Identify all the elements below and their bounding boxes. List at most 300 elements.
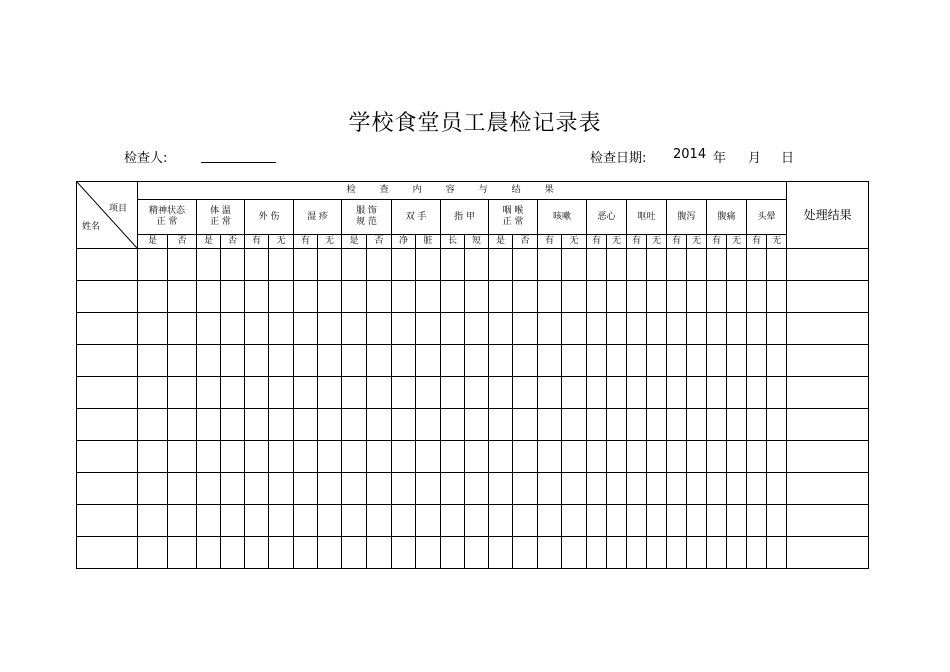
check-cell[interactable]: [767, 505, 787, 537]
check-cell[interactable]: [138, 473, 168, 505]
check-cell[interactable]: [245, 537, 269, 569]
check-cell[interactable]: [538, 249, 562, 281]
check-cell[interactable]: [221, 249, 245, 281]
check-cell[interactable]: [489, 249, 513, 281]
check-cell[interactable]: [367, 377, 392, 409]
check-cell[interactable]: [392, 473, 416, 505]
check-cell[interactable]: [138, 537, 168, 569]
check-cell[interactable]: [221, 345, 245, 377]
check-cell[interactable]: [465, 249, 489, 281]
check-cell[interactable]: [367, 409, 392, 441]
check-cell[interactable]: [138, 345, 168, 377]
check-cell[interactable]: [245, 345, 269, 377]
name-cell[interactable]: [77, 441, 138, 473]
check-cell[interactable]: [342, 377, 367, 409]
name-cell[interactable]: [77, 377, 138, 409]
check-cell[interactable]: [747, 249, 767, 281]
check-cell[interactable]: [318, 505, 342, 537]
check-cell[interactable]: [647, 345, 667, 377]
check-cell[interactable]: [562, 249, 587, 281]
check-cell[interactable]: [767, 409, 787, 441]
check-cell[interactable]: [767, 249, 787, 281]
result-cell[interactable]: [787, 313, 869, 345]
check-cell[interactable]: [707, 441, 727, 473]
name-cell[interactable]: [77, 505, 138, 537]
check-cell[interactable]: [197, 281, 221, 313]
check-cell[interactable]: [367, 505, 392, 537]
check-cell[interactable]: [707, 249, 727, 281]
check-cell[interactable]: [416, 409, 441, 441]
check-cell[interactable]: [587, 473, 607, 505]
check-cell[interactable]: [607, 249, 627, 281]
check-cell[interactable]: [269, 313, 294, 345]
check-cell[interactable]: [667, 281, 687, 313]
check-cell[interactable]: [367, 281, 392, 313]
check-cell[interactable]: [318, 281, 342, 313]
name-cell[interactable]: [77, 473, 138, 505]
check-cell[interactable]: [269, 537, 294, 569]
check-cell[interactable]: [562, 377, 587, 409]
check-cell[interactable]: [647, 441, 667, 473]
check-cell[interactable]: [168, 537, 197, 569]
check-cell[interactable]: [707, 537, 727, 569]
check-cell[interactable]: [727, 377, 747, 409]
check-cell[interactable]: [197, 249, 221, 281]
check-cell[interactable]: [747, 345, 767, 377]
check-cell[interactable]: [747, 441, 767, 473]
check-cell[interactable]: [318, 377, 342, 409]
result-cell[interactable]: [787, 249, 869, 281]
check-cell[interactable]: [489, 441, 513, 473]
check-cell[interactable]: [221, 313, 245, 345]
check-cell[interactable]: [687, 345, 707, 377]
check-cell[interactable]: [687, 505, 707, 537]
check-cell[interactable]: [587, 505, 607, 537]
check-cell[interactable]: [489, 377, 513, 409]
check-cell[interactable]: [727, 537, 747, 569]
check-cell[interactable]: [465, 345, 489, 377]
check-cell[interactable]: [767, 281, 787, 313]
check-cell[interactable]: [416, 249, 441, 281]
check-cell[interactable]: [627, 249, 647, 281]
check-cell[interactable]: [562, 537, 587, 569]
check-cell[interactable]: [168, 377, 197, 409]
check-cell[interactable]: [607, 281, 627, 313]
check-cell[interactable]: [538, 377, 562, 409]
check-cell[interactable]: [441, 473, 465, 505]
check-cell[interactable]: [667, 313, 687, 345]
check-cell[interactable]: [767, 313, 787, 345]
check-cell[interactable]: [587, 537, 607, 569]
check-cell[interactable]: [538, 441, 562, 473]
check-cell[interactable]: [221, 409, 245, 441]
check-cell[interactable]: [747, 409, 767, 441]
check-cell[interactable]: [342, 537, 367, 569]
check-cell[interactable]: [465, 281, 489, 313]
name-cell[interactable]: [77, 249, 138, 281]
check-cell[interactable]: [367, 473, 392, 505]
check-cell[interactable]: [513, 537, 538, 569]
check-cell[interactable]: [294, 441, 318, 473]
check-cell[interactable]: [168, 281, 197, 313]
check-cell[interactable]: [342, 281, 367, 313]
result-cell[interactable]: [787, 441, 869, 473]
check-cell[interactable]: [416, 505, 441, 537]
check-cell[interactable]: [441, 313, 465, 345]
check-cell[interactable]: [441, 537, 465, 569]
check-cell[interactable]: [627, 281, 647, 313]
check-cell[interactable]: [538, 537, 562, 569]
check-cell[interactable]: [489, 537, 513, 569]
check-cell[interactable]: [294, 249, 318, 281]
check-cell[interactable]: [747, 313, 767, 345]
check-cell[interactable]: [607, 345, 627, 377]
check-cell[interactable]: [441, 345, 465, 377]
check-cell[interactable]: [727, 249, 747, 281]
check-cell[interactable]: [269, 345, 294, 377]
check-cell[interactable]: [342, 409, 367, 441]
check-cell[interactable]: [465, 537, 489, 569]
check-cell[interactable]: [245, 505, 269, 537]
check-cell[interactable]: [667, 249, 687, 281]
name-cell[interactable]: [77, 313, 138, 345]
check-cell[interactable]: [294, 505, 318, 537]
check-cell[interactable]: [727, 281, 747, 313]
check-cell[interactable]: [489, 313, 513, 345]
check-cell[interactable]: [727, 505, 747, 537]
check-cell[interactable]: [138, 409, 168, 441]
check-cell[interactable]: [416, 345, 441, 377]
name-cell[interactable]: [77, 345, 138, 377]
check-cell[interactable]: [197, 409, 221, 441]
check-cell[interactable]: [513, 249, 538, 281]
check-cell[interactable]: [441, 505, 465, 537]
check-cell[interactable]: [707, 281, 727, 313]
check-cell[interactable]: [747, 537, 767, 569]
check-cell[interactable]: [587, 313, 607, 345]
check-cell[interactable]: [245, 409, 269, 441]
check-cell[interactable]: [707, 345, 727, 377]
check-cell[interactable]: [465, 505, 489, 537]
check-cell[interactable]: [367, 249, 392, 281]
check-cell[interactable]: [441, 281, 465, 313]
check-cell[interactable]: [627, 441, 647, 473]
check-cell[interactable]: [513, 281, 538, 313]
check-cell[interactable]: [647, 473, 667, 505]
check-cell[interactable]: [707, 505, 727, 537]
result-cell[interactable]: [787, 409, 869, 441]
check-cell[interactable]: [687, 313, 707, 345]
check-cell[interactable]: [707, 313, 727, 345]
check-cell[interactable]: [197, 377, 221, 409]
check-cell[interactable]: [687, 249, 707, 281]
check-cell[interactable]: [441, 249, 465, 281]
result-cell[interactable]: [787, 281, 869, 313]
check-cell[interactable]: [245, 313, 269, 345]
check-cell[interactable]: [667, 441, 687, 473]
check-cell[interactable]: [538, 409, 562, 441]
check-cell[interactable]: [392, 441, 416, 473]
check-cell[interactable]: [416, 281, 441, 313]
check-cell[interactable]: [416, 473, 441, 505]
check-cell[interactable]: [687, 473, 707, 505]
check-cell[interactable]: [168, 473, 197, 505]
result-cell[interactable]: [787, 345, 869, 377]
check-cell[interactable]: [538, 281, 562, 313]
check-cell[interactable]: [245, 249, 269, 281]
check-cell[interactable]: [747, 473, 767, 505]
check-cell[interactable]: [538, 473, 562, 505]
check-cell[interactable]: [627, 409, 647, 441]
check-cell[interactable]: [197, 505, 221, 537]
check-cell[interactable]: [647, 377, 667, 409]
check-cell[interactable]: [667, 409, 687, 441]
check-cell[interactable]: [627, 505, 647, 537]
check-cell[interactable]: [627, 377, 647, 409]
check-cell[interactable]: [245, 377, 269, 409]
check-cell[interactable]: [489, 505, 513, 537]
check-cell[interactable]: [513, 409, 538, 441]
check-cell[interactable]: [294, 473, 318, 505]
check-cell[interactable]: [562, 473, 587, 505]
check-cell[interactable]: [607, 313, 627, 345]
check-cell[interactable]: [342, 249, 367, 281]
check-cell[interactable]: [416, 441, 441, 473]
check-cell[interactable]: [367, 345, 392, 377]
check-cell[interactable]: [627, 313, 647, 345]
check-cell[interactable]: [687, 377, 707, 409]
check-cell[interactable]: [587, 281, 607, 313]
check-cell[interactable]: [687, 537, 707, 569]
check-cell[interactable]: [647, 505, 667, 537]
check-cell[interactable]: [294, 313, 318, 345]
check-cell[interactable]: [416, 537, 441, 569]
check-cell[interactable]: [294, 537, 318, 569]
check-cell[interactable]: [747, 281, 767, 313]
check-cell[interactable]: [138, 313, 168, 345]
check-cell[interactable]: [245, 281, 269, 313]
check-cell[interactable]: [294, 409, 318, 441]
check-cell[interactable]: [767, 473, 787, 505]
check-cell[interactable]: [647, 409, 667, 441]
check-cell[interactable]: [168, 313, 197, 345]
check-cell[interactable]: [562, 345, 587, 377]
check-cell[interactable]: [342, 313, 367, 345]
check-cell[interactable]: [168, 441, 197, 473]
check-cell[interactable]: [727, 345, 747, 377]
check-cell[interactable]: [318, 441, 342, 473]
check-cell[interactable]: [607, 441, 627, 473]
check-cell[interactable]: [245, 473, 269, 505]
check-cell[interactable]: [727, 409, 747, 441]
check-cell[interactable]: [465, 441, 489, 473]
check-cell[interactable]: [392, 249, 416, 281]
check-cell[interactable]: [767, 441, 787, 473]
check-cell[interactable]: [687, 409, 707, 441]
check-cell[interactable]: [138, 281, 168, 313]
check-cell[interactable]: [465, 473, 489, 505]
check-cell[interactable]: [138, 441, 168, 473]
check-cell[interactable]: [138, 505, 168, 537]
check-cell[interactable]: [465, 409, 489, 441]
check-cell[interactable]: [562, 409, 587, 441]
check-cell[interactable]: [607, 473, 627, 505]
check-cell[interactable]: [221, 441, 245, 473]
check-cell[interactable]: [647, 537, 667, 569]
check-cell[interactable]: [489, 345, 513, 377]
result-cell[interactable]: [787, 377, 869, 409]
check-cell[interactable]: [269, 377, 294, 409]
check-cell[interactable]: [627, 473, 647, 505]
check-cell[interactable]: [294, 377, 318, 409]
check-cell[interactable]: [367, 537, 392, 569]
check-cell[interactable]: [416, 313, 441, 345]
check-cell[interactable]: [221, 281, 245, 313]
check-cell[interactable]: [647, 313, 667, 345]
check-cell[interactable]: [392, 345, 416, 377]
check-cell[interactable]: [562, 441, 587, 473]
check-cell[interactable]: [687, 281, 707, 313]
check-cell[interactable]: [318, 345, 342, 377]
check-cell[interactable]: [562, 313, 587, 345]
check-cell[interactable]: [392, 313, 416, 345]
check-cell[interactable]: [587, 377, 607, 409]
check-cell[interactable]: [667, 537, 687, 569]
check-cell[interactable]: [587, 249, 607, 281]
check-cell[interactable]: [269, 441, 294, 473]
check-cell[interactable]: [489, 409, 513, 441]
check-cell[interactable]: [168, 345, 197, 377]
check-cell[interactable]: [197, 313, 221, 345]
check-cell[interactable]: [489, 473, 513, 505]
check-cell[interactable]: [627, 537, 647, 569]
check-cell[interactable]: [221, 537, 245, 569]
check-cell[interactable]: [562, 281, 587, 313]
check-cell[interactable]: [197, 537, 221, 569]
check-cell[interactable]: [294, 281, 318, 313]
check-cell[interactable]: [197, 345, 221, 377]
check-cell[interactable]: [441, 441, 465, 473]
result-cell[interactable]: [787, 473, 869, 505]
check-cell[interactable]: [392, 505, 416, 537]
check-cell[interactable]: [367, 441, 392, 473]
check-cell[interactable]: [197, 441, 221, 473]
check-cell[interactable]: [168, 505, 197, 537]
check-cell[interactable]: [465, 377, 489, 409]
check-cell[interactable]: [667, 377, 687, 409]
check-cell[interactable]: [269, 249, 294, 281]
check-cell[interactable]: [245, 441, 269, 473]
check-cell[interactable]: [587, 409, 607, 441]
check-cell[interactable]: [687, 441, 707, 473]
check-cell[interactable]: [513, 505, 538, 537]
check-cell[interactable]: [727, 473, 747, 505]
check-cell[interactable]: [727, 313, 747, 345]
name-cell[interactable]: [77, 281, 138, 313]
check-cell[interactable]: [197, 473, 221, 505]
check-cell[interactable]: [727, 441, 747, 473]
check-cell[interactable]: [587, 345, 607, 377]
check-cell[interactable]: [138, 249, 168, 281]
check-cell[interactable]: [342, 345, 367, 377]
check-cell[interactable]: [416, 377, 441, 409]
check-cell[interactable]: [318, 537, 342, 569]
check-cell[interactable]: [767, 537, 787, 569]
name-cell[interactable]: [77, 409, 138, 441]
check-cell[interactable]: [318, 249, 342, 281]
check-cell[interactable]: [342, 473, 367, 505]
check-cell[interactable]: [513, 345, 538, 377]
name-cell[interactable]: [77, 537, 138, 569]
result-cell[interactable]: [787, 537, 869, 569]
check-cell[interactable]: [513, 313, 538, 345]
check-cell[interactable]: [707, 377, 727, 409]
check-cell[interactable]: [513, 377, 538, 409]
check-cell[interactable]: [647, 281, 667, 313]
check-cell[interactable]: [269, 281, 294, 313]
check-cell[interactable]: [168, 409, 197, 441]
check-cell[interactable]: [513, 473, 538, 505]
check-cell[interactable]: [465, 313, 489, 345]
check-cell[interactable]: [767, 377, 787, 409]
check-cell[interactable]: [647, 249, 667, 281]
check-cell[interactable]: [269, 409, 294, 441]
check-cell[interactable]: [168, 249, 197, 281]
check-cell[interactable]: [667, 505, 687, 537]
check-cell[interactable]: [392, 377, 416, 409]
check-cell[interactable]: [392, 409, 416, 441]
check-cell[interactable]: [627, 345, 647, 377]
check-cell[interactable]: [747, 505, 767, 537]
result-cell[interactable]: [787, 505, 869, 537]
check-cell[interactable]: [607, 409, 627, 441]
check-cell[interactable]: [221, 473, 245, 505]
check-cell[interactable]: [392, 281, 416, 313]
check-cell[interactable]: [538, 313, 562, 345]
check-cell[interactable]: [342, 441, 367, 473]
check-cell[interactable]: [392, 537, 416, 569]
check-cell[interactable]: [441, 377, 465, 409]
check-cell[interactable]: [269, 473, 294, 505]
check-cell[interactable]: [707, 473, 727, 505]
check-cell[interactable]: [318, 313, 342, 345]
check-cell[interactable]: [747, 377, 767, 409]
check-cell[interactable]: [587, 441, 607, 473]
check-cell[interactable]: [367, 313, 392, 345]
check-cell[interactable]: [562, 505, 587, 537]
check-cell[interactable]: [342, 505, 367, 537]
check-cell[interactable]: [513, 441, 538, 473]
check-cell[interactable]: [767, 345, 787, 377]
check-cell[interactable]: [489, 281, 513, 313]
check-cell[interactable]: [538, 345, 562, 377]
check-cell[interactable]: [318, 409, 342, 441]
check-cell[interactable]: [294, 345, 318, 377]
check-cell[interactable]: [318, 473, 342, 505]
check-cell[interactable]: [707, 409, 727, 441]
check-cell[interactable]: [441, 409, 465, 441]
check-cell[interactable]: [538, 505, 562, 537]
check-cell[interactable]: [607, 505, 627, 537]
check-cell[interactable]: [269, 505, 294, 537]
check-cell[interactable]: [138, 377, 168, 409]
check-cell[interactable]: [607, 537, 627, 569]
check-cell[interactable]: [607, 377, 627, 409]
check-cell[interactable]: [667, 345, 687, 377]
check-cell[interactable]: [221, 505, 245, 537]
check-cell[interactable]: [667, 473, 687, 505]
check-cell[interactable]: [221, 377, 245, 409]
